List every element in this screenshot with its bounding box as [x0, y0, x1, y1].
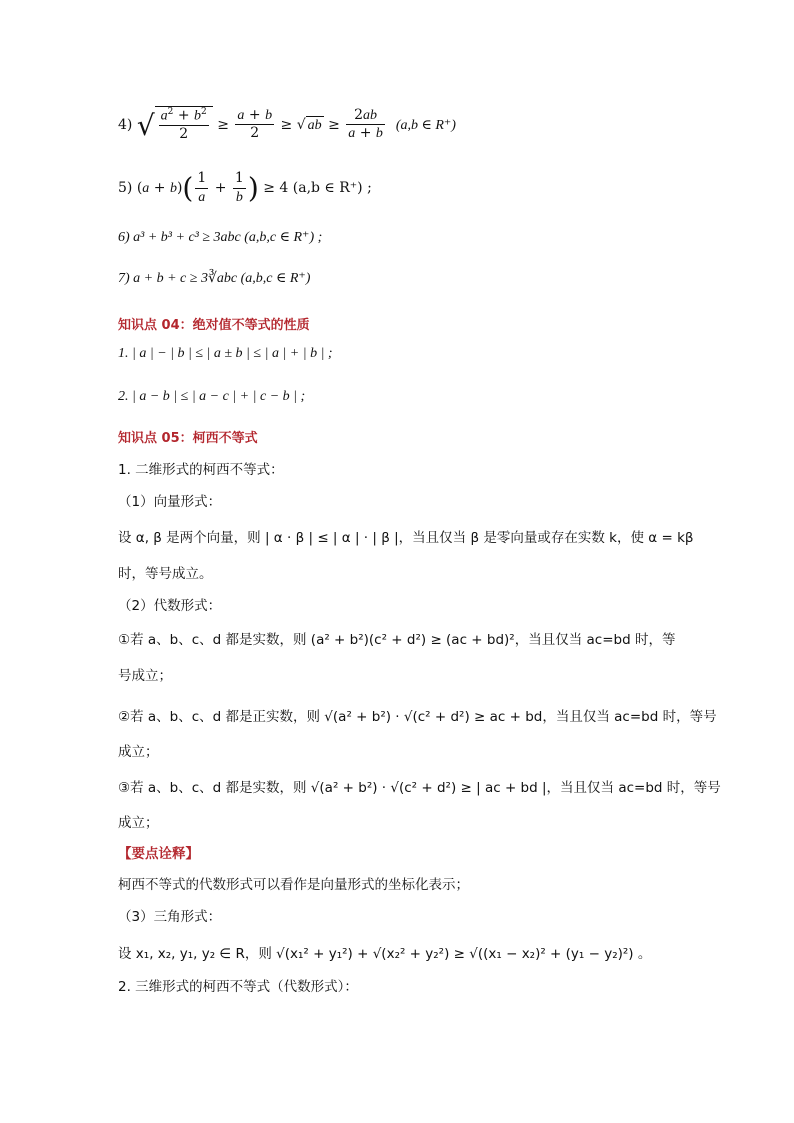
algebraic-2-line-1: ②若 a、b、c、d 都是正实数，则 √(a² + b²) · √(c² + d²) ≥ ac + bd，当且仅当 ac=bd 时，等号 [118, 709, 717, 725]
triangle-form-title: （3）三角形式： [118, 909, 222, 925]
inequality-5: 5) (a + b)( $\frac{1}{a}$ + $\frac{1}{b}$ ) ≥ 4 (a,b ∈ R⁺) ; [118, 170, 372, 205]
sqrt-expression: √ $\frac{a^2 + b^2}{2}$ [137, 106, 213, 144]
key-points-text: 柯西不等式的代数形式可以看作是向量形式的坐标化表示； [118, 877, 469, 893]
fraction: $\frac{a + b}{2}$ [237, 106, 273, 142]
heading-knowledge-05: 知识点 05：柯西不等式 [118, 431, 258, 446]
algebraic-form-title: （2）代数形式： [118, 598, 222, 614]
item-number: 4) [118, 116, 133, 133]
domain-condition: (a,b ∈ R⁺) [395, 117, 456, 133]
heading-knowledge-04: 知识点 04：绝对值不等式的性质 [118, 318, 310, 333]
cauchy-2d-title: 1. 二维形式的柯西不等式： [118, 462, 284, 478]
abs-inequality-2: 2. | a − b | ≤ | a − c | + | c − b | ; [118, 389, 306, 404]
fraction: $\frac{2ab}{a + b}$ [348, 106, 383, 142]
triangle-form-text: 设 x₁, x₂, y₁, y₂ ∈ R，则 √(x₁² + y₁²) + √(x₂² + y₂²) ≥ √((x₁ − x₂)² + (y₁ − y₂)²) 。 [118, 946, 652, 962]
algebraic-1-line-1: ①若 a、b、c、d 都是实数，则 (a² + b²)(c² + d²) ≥ (ac + bd)²，当且仅当 ac=bd 时，等 [118, 632, 676, 648]
inequality-7: 7) a + b + c ≥ 3∛abc (a,b,c ∈ R⁺) [118, 271, 311, 286]
cauchy-3d-title: 2. 三维形式的柯西不等式（代数形式）： [118, 979, 358, 995]
vector-form-text-1: 设 α, β 是两个向量，则 | α · β | ≤ | α | · | β |，当且仅当 β 是零向量或存在实数 k，使 α = kβ [118, 530, 694, 546]
item-number: 5) [118, 180, 133, 196]
key-points-heading: 【要点诠释】 [118, 846, 199, 862]
algebraic-3-line-1: ③若 a、b、c、d 都是实数，则 √(a² + b²) · √(c² + d²) ≥ | ac + bd |，当且仅当 ac=bd 时，等号 [118, 780, 721, 796]
vector-form-title: （1）向量形式： [118, 494, 222, 510]
algebraic-2-line-2: 成立； [118, 744, 159, 760]
sqrt-ab: √ ab [296, 116, 322, 133]
inequality-6: 6) a³ + b³ + c³ ≥ 3abc (a,b,c ∈ R⁺) ; [118, 230, 323, 245]
algebraic-1-line-2: 号成立； [118, 668, 172, 684]
abs-inequality-1: 1. | a | − | b | ≤ | a ± b | ≤ | a | + | b | ; [118, 346, 333, 361]
algebraic-3-line-2: 成立； [118, 815, 159, 831]
vector-form-text-2: 时，等号成立。 [118, 566, 213, 582]
inequality-4: 4) √ $\frac{a^2 + b^2}{2}$ ≥ $\frac{a + b}{2}$ ≥ √ ab ≥ $\frac{2ab}{a + b}$ (a,b ∈ R⁺) [118, 106, 456, 143]
inequality-5-rest: ≥ 4 (a,b ∈ R⁺) ; [263, 180, 372, 196]
